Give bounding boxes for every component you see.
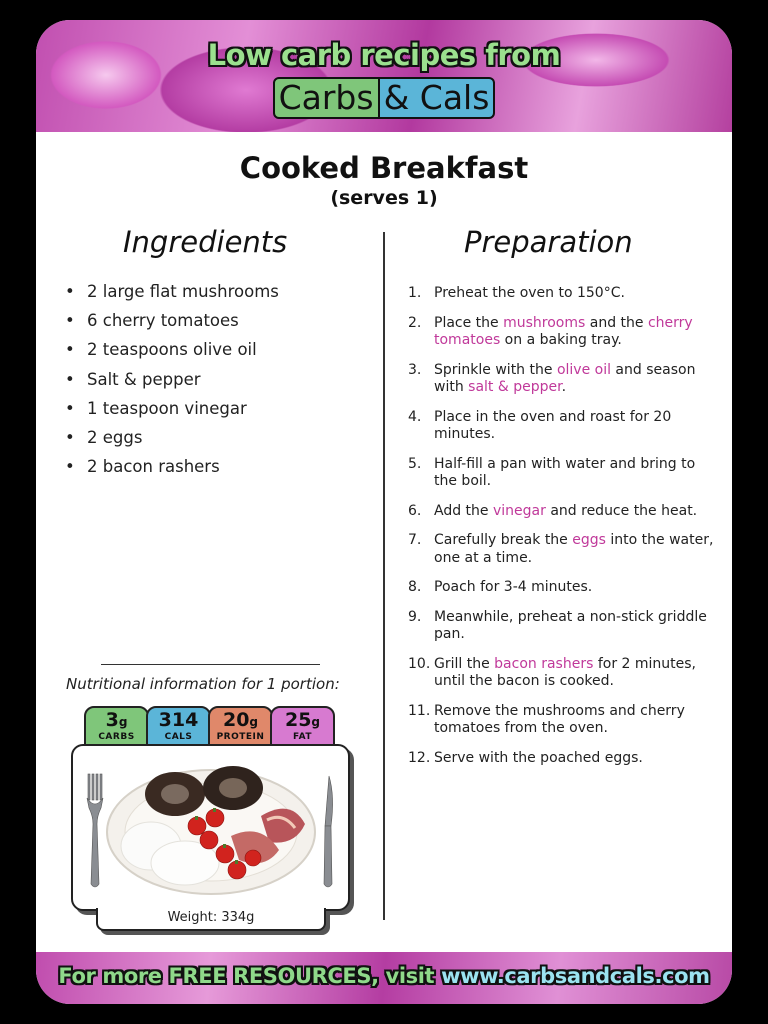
step-number: 4.	[408, 408, 422, 425]
step-text: .	[561, 379, 567, 395]
nutrition-value	[86, 710, 147, 732]
step-number: 8.	[408, 579, 422, 595]
recipe-title: Cooked Breakfast	[239, 151, 529, 185]
step-text: Sprinkle with the	[434, 361, 557, 378]
footer-prefix: For more FREE RESOURCES, visit	[58, 964, 442, 988]
step-ingredient-highlight: salt & pepper	[468, 379, 562, 395]
nutrition-value	[148, 710, 209, 732]
preparation-step	[408, 579, 718, 597]
step-text: Grill the	[434, 655, 495, 672]
nutrition-unit: g	[249, 715, 259, 729]
preparation-step	[408, 750, 718, 768]
step-number: 9.	[408, 608, 422, 625]
step-text: Place the	[434, 314, 504, 331]
ingredient-item: • Salt & pepper	[87, 370, 279, 399]
step-text: into the water, one at a time.	[434, 532, 714, 566]
step-text: and the	[585, 314, 648, 331]
step-text: Meanwhile, preheat a non-stick griddle pan.	[434, 608, 707, 642]
step-ingredient-highlight: cherry tomatoes	[434, 314, 693, 348]
nutrition-label: PROTEIN	[216, 732, 265, 742]
footer-link[interactable]: www.carbsandcals.com	[441, 964, 710, 988]
preparation-step	[408, 285, 718, 303]
step-text: for 2 minutes, until the bacon is cooked.	[434, 655, 697, 689]
preparation-step	[408, 503, 718, 521]
step-number: 7.	[408, 532, 422, 548]
header-banner	[36, 20, 732, 132]
ingredient-item: • 2 eggs	[87, 428, 279, 457]
nutrition-rule	[101, 664, 320, 665]
nutrition-label: CARBS	[98, 732, 135, 742]
step-number: 11.	[408, 702, 431, 719]
footer-text	[36, 964, 732, 988]
ingredient-item: • 2 bacon rashers	[87, 457, 279, 486]
logo-cals: & Cals	[380, 77, 496, 119]
nutrition-label: CALS	[164, 732, 193, 742]
preparation-step	[408, 315, 718, 350]
brand-logo	[36, 77, 732, 119]
step-text: Place in the oven and roast for 20 minutes.	[434, 408, 672, 442]
nutrition-label: FAT	[292, 732, 313, 742]
nutrition-unit: g	[311, 715, 321, 729]
step-text: Remove the mushrooms and cherry tomatoes from the oven.	[434, 702, 685, 736]
nutrition-unit: g	[118, 715, 128, 729]
column-divider	[383, 232, 385, 920]
step-number: 5.	[408, 455, 422, 472]
preparation-step	[408, 609, 718, 644]
step-ingredient-highlight: olive oil	[556, 361, 611, 378]
nutrition-number: 3	[105, 709, 119, 731]
preparation-list	[408, 285, 718, 767]
preparation-step	[408, 409, 718, 444]
step-text: and reduce the heat.	[545, 502, 698, 519]
breakfast-plate-illustration	[73, 746, 348, 909]
step-number: 2.	[408, 314, 422, 331]
step-text: Preheat the oven to 150°C.	[434, 285, 625, 301]
ingredients-list	[61, 282, 279, 486]
meal-photo	[71, 744, 350, 911]
step-text: Half-fill a pan with water and bring to the boil.	[434, 455, 696, 489]
step-text: on a baking tray.	[500, 332, 622, 348]
fork-icon	[87, 774, 103, 887]
ingredient-item: • 2 large flat mushrooms	[87, 282, 279, 311]
nutrition-value	[210, 710, 271, 732]
step-text: and season with	[434, 361, 696, 395]
step-ingredient-highlight: vinegar	[492, 502, 546, 519]
ingredient-item: • 6 cherry tomatoes	[87, 311, 279, 340]
step-number: 3.	[408, 361, 422, 378]
preparation-step	[408, 456, 718, 491]
nutrition-number: 25	[284, 709, 312, 731]
knife-icon	[324, 776, 333, 887]
nutrition-title: Nutritional information for 1 portion:	[66, 675, 340, 693]
recipe-serves: (serves 1)	[330, 187, 438, 209]
recipe-card	[36, 20, 732, 1004]
logo-carbs: Carbs	[273, 77, 380, 119]
step-text: Add the	[434, 502, 493, 519]
preparation-step	[408, 656, 718, 691]
step-ingredient-highlight: eggs	[572, 532, 606, 548]
step-text: Poach for 3-4 minutes.	[434, 579, 593, 595]
ingredient-item: • 2 teaspoons olive oil	[87, 340, 279, 369]
weight-label: Weight: 334g	[96, 908, 326, 931]
step-text: Serve with the poached eggs.	[434, 749, 643, 766]
nutrition-number: 314	[158, 709, 199, 731]
ingredients-heading: Ingredients	[123, 225, 288, 259]
preparation-step	[408, 703, 718, 738]
step-number: 12.	[408, 749, 431, 766]
header-tagline: Low carb recipes from	[207, 38, 561, 72]
step-number: 6.	[408, 502, 422, 519]
preparation-step	[408, 532, 718, 567]
ingredient-item: • 1 teaspoon vinegar	[87, 399, 279, 428]
nutrition-number: 20	[222, 709, 250, 731]
step-text: Carefully break the	[434, 532, 573, 548]
preparation-step	[408, 362, 718, 397]
step-number: 1.	[408, 285, 422, 301]
step-number: 10.	[408, 655, 431, 672]
step-ingredient-highlight: bacon rashers	[494, 655, 594, 672]
preparation-heading: Preparation	[464, 225, 633, 259]
step-ingredient-highlight: mushrooms	[503, 314, 586, 331]
nutrition-value	[272, 710, 333, 732]
